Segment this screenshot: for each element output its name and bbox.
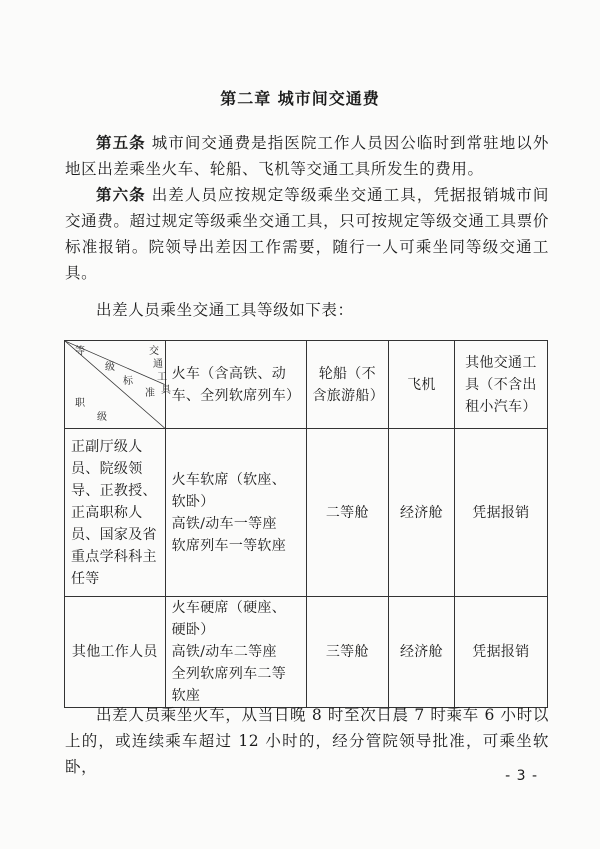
corner-label-ju: 具 xyxy=(161,385,172,396)
corner-label-deng: 等 xyxy=(75,346,86,357)
corner-label-gong: 工 xyxy=(157,372,168,383)
other-cell: 凭据报销 xyxy=(454,429,547,597)
train-line: 高铁/动车二等座 xyxy=(171,644,277,660)
page-number: - 3 - xyxy=(505,768,538,784)
table-row xyxy=(65,597,548,708)
corner-label-ji2: 级 xyxy=(97,412,108,423)
rank-cell: 正副厅级人员、院级领导、正教授、正高职称人员、国家及省重点学科科主任等 xyxy=(65,429,166,597)
header-ship: 轮船（不含旅游船） xyxy=(306,341,389,429)
ship-cell: 三等舱 xyxy=(306,597,389,708)
header-train: 火车（含高铁、动车、全列软席列车） xyxy=(165,341,306,429)
table-header-row xyxy=(65,341,548,429)
train-line: 软席列车一等软座 xyxy=(171,537,287,554)
ship-cell: 二等舱 xyxy=(306,429,389,597)
other-cell: 凭据报销 xyxy=(454,597,547,708)
rank-cell: 其他工作人员 xyxy=(65,597,166,708)
article-5-lead: 第五条 xyxy=(96,134,146,152)
train-line: 火车硬席（硬座、硬卧） xyxy=(171,600,287,638)
header-other: 其他交通工具（不含出租小汽车） xyxy=(454,341,547,429)
transport-level-table xyxy=(64,340,548,708)
corner-label-zhi: 职 xyxy=(75,398,86,409)
plane-cell: 经济舱 xyxy=(389,597,455,708)
train-line: 火车软席（软座、软卧） xyxy=(171,471,287,510)
article-6-lead: 第六条 xyxy=(96,186,146,204)
chapter-title: 第二章 城市间交通费 xyxy=(220,89,380,108)
table-intro: 出差人员乘坐交通工具等级如下表： xyxy=(96,301,354,319)
train-cell xyxy=(165,597,306,708)
corner-label-zhun: 准 xyxy=(145,388,156,399)
after-table-paragraph: 出差人员乘坐火车，从当日晚 8 时至次日晨 7 时乘车 6 小时以上的，或连续乘车超过 12 小时的，经分管院领导批准，可乘坐软卧， xyxy=(65,706,549,776)
article-5-text: 城市间交通费是指医院工作人员因公临时到常驻地以外地区出差乘坐火车、轮船、飞机等交通工具所发生的费用。 xyxy=(65,134,549,178)
train-line: 全列软席列车二等软座 xyxy=(171,666,287,704)
corner-label-ji: 级 xyxy=(105,362,116,373)
article-6-paragraph xyxy=(65,182,549,286)
article-5-paragraph xyxy=(65,130,549,182)
train-cell xyxy=(165,429,306,597)
header-plane: 飞机 xyxy=(389,341,455,429)
train-line: 高铁/动车一等座 xyxy=(171,515,277,532)
corner-label-tong: 通 xyxy=(153,359,164,370)
table-corner-cell xyxy=(65,341,172,429)
plane-cell: 经济舱 xyxy=(389,429,455,597)
corner-label-biao: 标 xyxy=(123,376,134,387)
table-row xyxy=(65,429,548,597)
article-6-text: 出差人员应按规定等级乘坐交通工具，凭据报销城市间交通费。超过规定等级乘坐交通工具，只可按规定等级交通工具票价标准报销。院领导出差因工作需要，随行一人可乘坐同等级交通工具。 xyxy=(65,186,549,282)
corner-label-jiao: 交 xyxy=(149,346,160,357)
